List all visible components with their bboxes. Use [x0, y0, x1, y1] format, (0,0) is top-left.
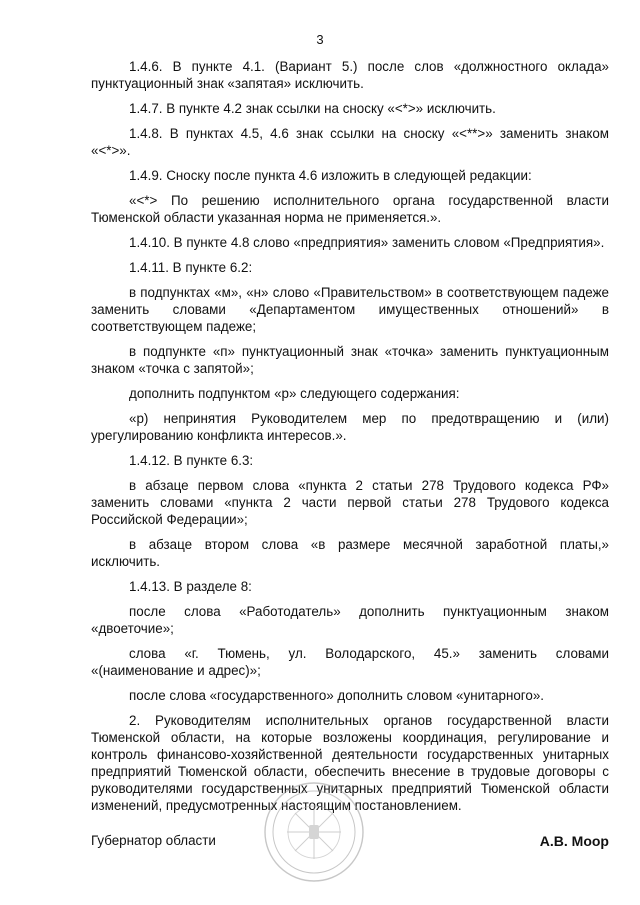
paragraph-1-4-6: 1.4.6. В пункте 4.1. (Вариант 5.) после слов «должностного оклада» пунктуационный знак «запятая» исключить.: [91, 59, 609, 91]
paragraph-1-4-11: 1.4.11. В пункте 6.2:: [129, 260, 253, 275]
subparagraph-r-text: «р) непринятия Руководителем мер по предотвращению и (или) урегулированию конфликта интересов.».: [91, 411, 609, 443]
second-indent-change: в абзаце втором слова «в размере месячной заработной платы,» исключить.: [91, 537, 609, 569]
employer-colon-change: после слова «Работодатель» дополнить пунктуационным знаком «двоеточие»;: [91, 604, 609, 636]
address-change: слова «г. Тюмень, ул. Володарского, 45.» заменить словами «(наименование и адрес)»;: [91, 646, 609, 678]
unitary-change: после слова «государственного» дополнить словом «унитарного».: [129, 688, 544, 703]
paragraph-1-4-13: 1.4.13. В разделе 8:: [129, 579, 252, 594]
paragraph-1-4-10: 1.4.10. В пункте 4.8 слово «предприятия» заменить словом «Предприятия».: [129, 235, 605, 250]
page-number: 3: [316, 32, 324, 47]
subparagraph-m-n: в подпунктах «м», «н» слово «Правительством» в соответствующем падеже заменить словами «Департаментом имущественных отношений» в соответствующем падеже;: [91, 285, 609, 334]
paragraph-1-4-7: 1.4.7. В пункте 4.2 знак ссылки на сноску «<*>» исключить.: [129, 101, 496, 116]
subparagraph-p: в подпункте «п» пунктуационный знак «точка» заменить пунктуационным знаком «точка с запятой»;: [91, 344, 609, 376]
signature-row: [91, 833, 609, 849]
document-body: [91, 58, 609, 822]
official-seal-icon: [262, 780, 366, 884]
first-indent-change: в абзаце первом слова «пункта 2 статьи 278 Трудового кодекса РФ» заменить словами «пункта 2 части первой статьи 278 Трудового кодекса Российской Федерации»;: [91, 478, 609, 527]
paragraph-1-4-12: 1.4.12. В пункте 6.3:: [129, 453, 254, 468]
paragraph-2: 2. Руководителям исполнительных органов государственной власти Тюменской области, на которые возложены координация, регулирование и контроль финансово-хозяйственной деятельности государственных унитарных предприятий Тюменской области, обеспечить внесение в трудовые договоры с руководителями государственных унитарных предприятий Тюменской области изменений, предусмотренных настоящим постановлением.: [91, 713, 609, 813]
subparagraph-r-intro: дополнить подпунктом «р» следующего содержания:: [129, 386, 460, 401]
paragraph-1-4-8: 1.4.8. В пунктах 4.5, 4.6 знак ссылки на сноску «<**>» заменить знаком «<*>».: [91, 126, 609, 158]
signature-name: А.В. Моор: [539, 833, 609, 849]
paragraph-1-4-9: 1.4.9. Сноску после пункта 4.6 изложить в следующей редакции:: [129, 168, 532, 183]
footnote-text: «<*> По решению исполнительного органа государственной власти Тюменской области указанная норма не применяется.».: [91, 193, 609, 225]
signature-position: Губернатор области: [91, 833, 216, 848]
